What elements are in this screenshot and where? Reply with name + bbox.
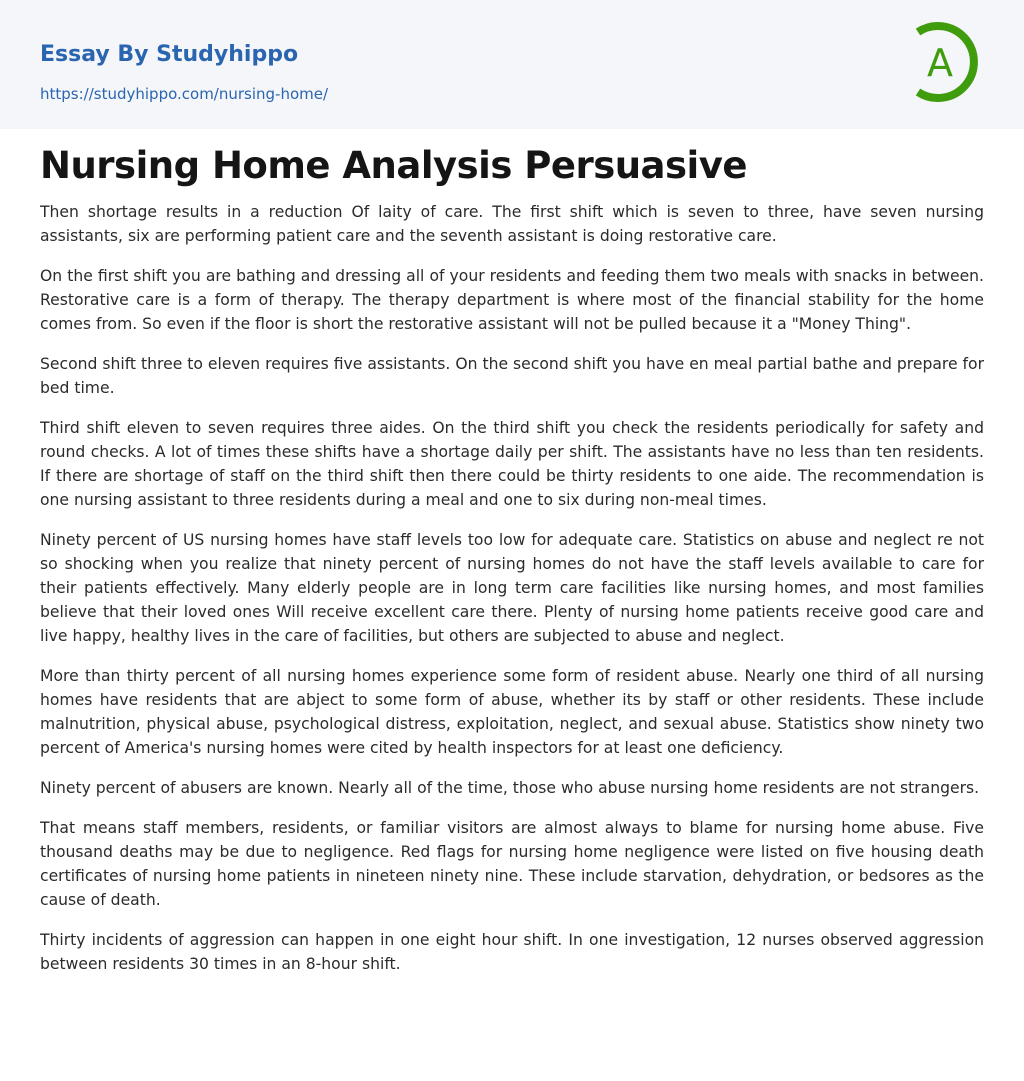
logo-letter: A — [927, 41, 953, 85]
essay-body — [40, 200, 984, 992]
paragraph: On the first shift you are bathing and dressing all of your residents and feeding them two meals with snacks in between. Restorative care is a form of therapy. The therapy department is where most of the financial stability for the home comes from. So even if the floor is short the restorative assistant will not be pulled because it a "Money Thing". — [40, 267, 984, 333]
site-header — [0, 0, 1024, 129]
studyhippo-logo-icon[interactable] — [910, 18, 988, 106]
paragraph: Thirty incidents of aggression can happen in one eight hour shift. In one investigation, 12 nurses observed aggression between residents 30 times in an 8-hour shift. — [40, 931, 984, 973]
brand-name: Essay By Studyhippo — [40, 42, 299, 67]
paragraph: More than thirty percent of all nursing homes experience some form of resident abuse. Nearly one third of all nursing homes have residents that are abject to some form of abuse, whether its by staff or other residents. These include malnutrition, physical abuse, psychological distress, exploitation, neglect, and sexual abuse. Statistics show ninety two percent of America's nursing homes were cited by health inspectors for at least one deficiency. — [40, 667, 984, 757]
paragraph: Ninety percent of US nursing homes have staff levels too low for adequate care. Statistics on abuse and neglect re not so shocking when you realize that ninety percent of nursing homes do not have the staff levels available to care for their patients effectively. Many elderly people are in long term care facilities like nursing homes, and most families believe that their loved ones Will receive excellent care there. Plenty of nursing home patients receive good care and live happy, healthy lives in the care of facilities, but others are subjected to abuse and neglect. — [40, 531, 984, 645]
paragraph: Third shift eleven to seven requires three aides. On the third shift you check the residents periodically for safety and round checks. A lot of times these shifts have a shortage daily per shift. The assistants have no less than ten residents. If there are shortage of staff on the third shift then there could be thirty residents to one aide. The recommendation is one nursing assistant to three residents during a meal and one to six during non-meal times. — [40, 419, 984, 509]
page-title: Nursing Home Analysis Persuasive — [40, 144, 747, 187]
paragraph: Second shift three to eleven requires five assistants. On the second shift you have en meal partial bathe and prepare for bed time. — [40, 355, 984, 397]
paragraph: That means staff members, residents, or familiar visitors are almost always to blame for nursing home abuse. Five thousand deaths may be due to negligence. Red flags for nursing home negligence were listed on five housing death certificates of nursing home patients in nineteen ninety nine. These include starvation, dehydration, or bedsores as the cause of death. — [40, 819, 984, 909]
paragraph: Ninety percent of abusers are known. Nearly all of the time, those who abuse nursing home residents are not strangers. — [40, 779, 980, 797]
paragraph: Then shortage results in a reduction Of laity of care. The first shift which is seven to three, have seven nursing assistants, six are performing patient care and the seventh assistant is doing restorative care. — [40, 203, 984, 245]
essay-url-link[interactable]: https://studyhippo.com/nursing-home/ — [40, 85, 329, 103]
